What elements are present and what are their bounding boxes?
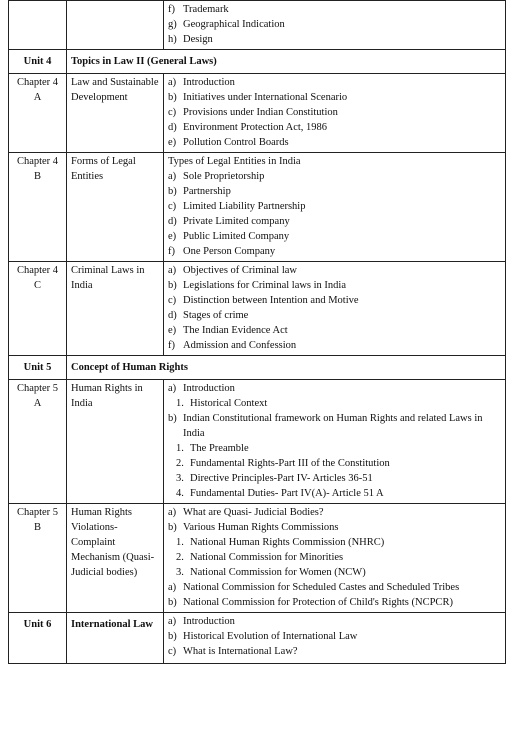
table-row <box>9 613 506 664</box>
chapter-title: Human Rights in India <box>67 380 164 504</box>
list-item <box>168 323 501 338</box>
list-item-text: The Indian Evidence Act <box>183 325 288 336</box>
list-marker: d) <box>168 122 177 133</box>
list-item <box>168 17 501 32</box>
list-item <box>168 535 501 550</box>
topics-cell <box>164 153 506 262</box>
list-item <box>168 614 501 629</box>
unit-label: Unit 4 <box>9 50 67 74</box>
list-marker: 3. <box>176 473 184 484</box>
item-list <box>168 169 501 259</box>
list-item <box>168 520 501 535</box>
list-item <box>168 486 501 501</box>
list-item-text: Limited Liability Partnership <box>183 201 306 212</box>
list-marker: a) <box>168 616 177 627</box>
list-item-text: Public Limited Company <box>183 231 290 242</box>
list-marker: b) <box>168 522 177 533</box>
list-marker: a) <box>168 383 177 394</box>
list-item <box>168 505 501 520</box>
topics-cell <box>164 74 506 153</box>
list-item <box>168 595 501 610</box>
table-row <box>9 356 506 380</box>
unit-title: International Law <box>67 613 164 664</box>
chapter-title: Human Rights Violations-Complaint Mechanism (Quasi-Judicial bodies) <box>67 504 164 613</box>
list-item <box>168 90 501 105</box>
list-item <box>168 2 501 17</box>
topics-cell <box>164 380 506 504</box>
list-item <box>168 308 501 323</box>
list-item <box>168 396 501 411</box>
list-item-text: Legislations for Criminal laws in India <box>183 280 347 291</box>
chapter-cell <box>9 262 67 356</box>
chapter-label-line: B <box>33 522 41 533</box>
list-item-text: Directive Principles-Part IV- Articles 36-51 <box>190 473 373 484</box>
table-row <box>9 1 506 50</box>
list-item <box>168 550 501 565</box>
topics-cell <box>164 613 506 664</box>
list-marker: 1. <box>176 398 184 409</box>
chapter-label-line: Chapter 4 <box>16 77 59 88</box>
list-item-text: Private Limited company <box>183 216 290 227</box>
list-item <box>168 199 501 214</box>
list-marker: b) <box>168 413 177 424</box>
list-marker: c) <box>168 295 177 306</box>
chapter-title: Law and Sustainable Development <box>67 74 164 153</box>
list-item-text: Introduction <box>183 383 235 394</box>
list-item <box>168 580 501 595</box>
list-item-text: Distinction between Intention and Motive <box>183 295 359 306</box>
list-item <box>168 135 501 150</box>
list-item <box>168 105 501 120</box>
unit-label: Unit 5 <box>9 356 67 380</box>
list-item <box>168 229 501 244</box>
list-item-text: Indian Constitutional framework on Human Rights and related Laws in India <box>183 413 483 439</box>
topics-cell <box>164 262 506 356</box>
list-item-text: Design <box>183 34 213 45</box>
item-list <box>168 2 501 47</box>
list-marker: f) <box>168 4 175 15</box>
list-item-text: National Commission for Women (NCW) <box>190 567 366 578</box>
list-item-text: What are Quasi- Judicial Bodies? <box>183 507 324 518</box>
list-item-text: Sole Proprietorship <box>183 171 265 182</box>
list-item-text: Fundamental Duties- Part IV(A)- Article 51 A <box>190 488 384 499</box>
list-marker: g) <box>168 19 177 30</box>
list-marker: a) <box>168 507 177 518</box>
list-item-text: National Human Rights Commission (NHRC) <box>190 537 385 548</box>
list-marker: 1. <box>176 537 184 548</box>
list-marker: 4. <box>176 488 184 499</box>
list-item <box>168 169 501 184</box>
list-marker: c) <box>168 201 177 212</box>
list-marker: d) <box>168 310 177 321</box>
chapter-label-line: Chapter 4 <box>16 265 59 276</box>
unit-title: Concept of Human Rights <box>67 356 506 380</box>
list-item-text: Provisions under Indian Constitution <box>183 107 338 118</box>
chapter-label-line: A <box>33 92 42 103</box>
list-item-text: National Commission for Protection of Child's Rights (NCPCR) <box>183 597 453 608</box>
list-item-text: National Commission for Minorities <box>190 552 344 563</box>
list-item-text: Admission and Confession <box>183 340 297 351</box>
list-item <box>168 441 501 456</box>
chapter-label-line: Chapter 4 <box>16 156 59 167</box>
table-row <box>9 153 506 262</box>
chapter-label-line: B <box>33 171 41 182</box>
list-item <box>168 184 501 199</box>
chapter-label-line: C <box>33 280 41 291</box>
list-marker: 2. <box>176 458 184 469</box>
list-item-text: The Preamble <box>190 443 249 454</box>
item-list <box>168 75 501 150</box>
chapter-cell <box>9 380 67 504</box>
list-item <box>168 278 501 293</box>
list-marker: e) <box>168 137 177 148</box>
list-marker: a) <box>168 582 177 593</box>
unit-title: Topics in Law II (General Laws) <box>67 50 506 74</box>
list-marker: 3. <box>176 567 184 578</box>
list-item-text: Geographical Indication <box>183 19 285 30</box>
list-marker: a) <box>168 265 177 276</box>
list-item <box>168 244 501 259</box>
list-item-text: Partnership <box>183 186 231 197</box>
chapter-cell <box>9 504 67 613</box>
list-marker: d) <box>168 216 177 227</box>
table-row <box>9 262 506 356</box>
item-list <box>168 505 501 610</box>
list-item-text: Fundamental Rights-Part III of the Constitution <box>190 458 390 469</box>
list-item <box>168 629 501 644</box>
item-list <box>168 263 501 353</box>
list-marker: b) <box>168 280 177 291</box>
chapter-cell <box>9 1 67 50</box>
list-marker: b) <box>168 597 177 608</box>
list-marker: e) <box>168 325 177 336</box>
list-marker: f) <box>168 246 175 257</box>
chapter-label-line: Chapter 5 <box>16 507 59 518</box>
list-marker: b) <box>168 186 177 197</box>
list-marker: 2. <box>176 552 184 563</box>
list-item-text: Objectives of Criminal law <box>183 265 298 276</box>
list-marker: b) <box>168 92 177 103</box>
table-row <box>9 74 506 153</box>
list-marker: b) <box>168 631 177 642</box>
list-item <box>168 263 501 278</box>
list-item <box>168 456 501 471</box>
list-item-text: Initiatives under International Scenario <box>183 92 348 103</box>
list-item <box>168 411 501 441</box>
item-list <box>168 614 501 659</box>
table-row <box>9 380 506 504</box>
chapter-title: Forms of Legal Entities <box>67 153 164 262</box>
list-item-text: Trademark <box>183 4 229 15</box>
list-item-text: Environment Protection Act, 1986 <box>183 122 328 133</box>
list-item <box>168 32 501 47</box>
list-item-text: One Person Company <box>183 246 276 257</box>
list-marker: e) <box>168 231 177 242</box>
chapter-label-line: A <box>33 398 42 409</box>
list-item <box>168 338 501 353</box>
list-item <box>168 120 501 135</box>
topics-cell <box>164 504 506 613</box>
list-item-text: Introduction <box>183 616 235 627</box>
list-item <box>168 214 501 229</box>
chapter-cell <box>9 74 67 153</box>
chapter-label-line: Chapter 5 <box>16 383 59 394</box>
list-item <box>168 293 501 308</box>
syllabus-table <box>8 0 506 664</box>
list-item-text: Historical Evolution of International Law <box>183 631 358 642</box>
list-marker: a) <box>168 77 177 88</box>
chapter-cell <box>9 153 67 262</box>
list-item <box>168 644 501 659</box>
table-row <box>9 504 506 613</box>
list-item-text: What is International Law? <box>183 646 298 657</box>
list-item <box>168 75 501 90</box>
table-row <box>9 50 506 74</box>
list-marker: a) <box>168 171 177 182</box>
list-item <box>168 381 501 396</box>
list-item <box>168 565 501 580</box>
list-marker: 1. <box>176 443 184 454</box>
list-marker: c) <box>168 646 177 657</box>
list-item-text: Introduction <box>183 77 235 88</box>
list-marker: c) <box>168 107 177 118</box>
unit-label: Unit 6 <box>9 613 67 664</box>
list-marker: f) <box>168 340 175 351</box>
list-item-text: Stages of crime <box>183 310 249 321</box>
list-item-text: Pollution Control Boards <box>183 137 289 148</box>
list-item-text: National Commission for Scheduled Castes and Scheduled Tribes <box>183 582 460 593</box>
list-item-text: Historical Context <box>190 398 268 409</box>
topics-intro: Types of Legal Entities in India <box>168 156 301 167</box>
list-item-text: Various Human Rights Commissions <box>183 522 339 533</box>
chapter-title <box>67 1 164 50</box>
topics-cell <box>164 1 506 50</box>
syllabus-page <box>8 0 505 664</box>
chapter-title: Criminal Laws in India <box>67 262 164 356</box>
item-list <box>168 381 501 501</box>
syllabus-table-body <box>9 1 506 664</box>
list-marker: h) <box>168 34 177 45</box>
list-item <box>168 471 501 486</box>
